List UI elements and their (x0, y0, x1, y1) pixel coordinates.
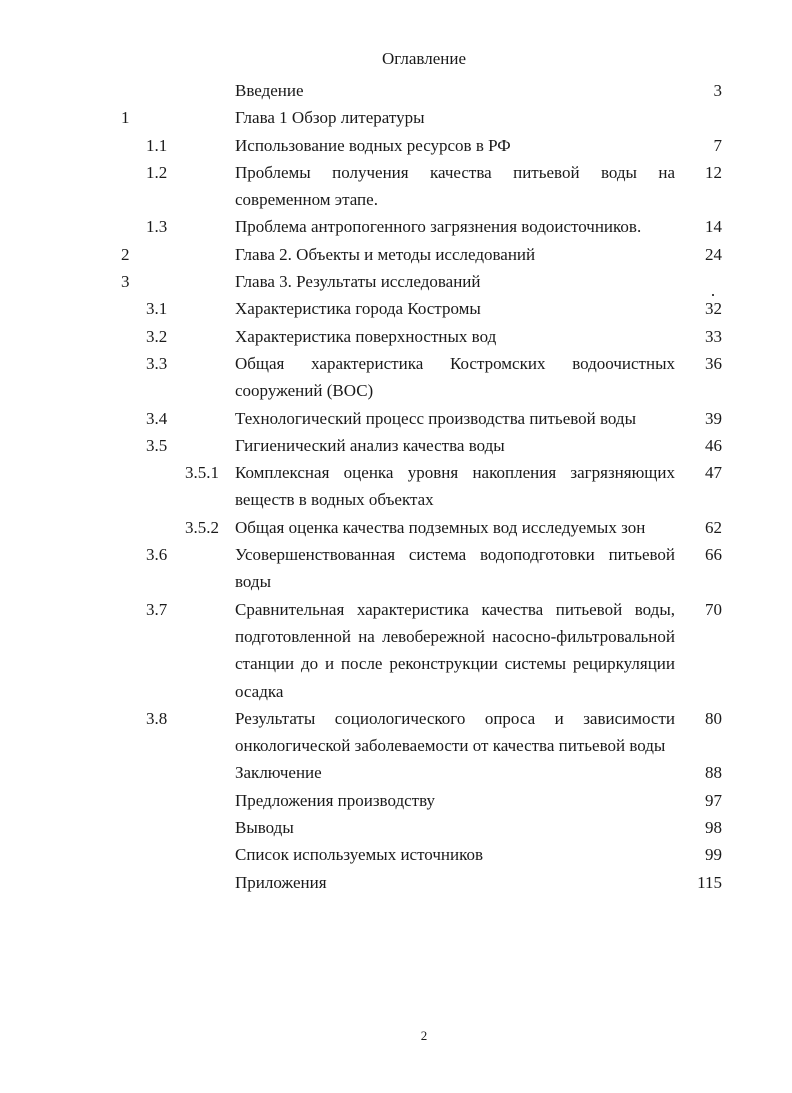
page-title: Оглавление (382, 49, 466, 68)
toc-entry-1-3 (0, 213, 792, 240)
toc-entry-3-3 (0, 350, 792, 405)
page-number: 2 (420, 1028, 428, 1043)
toc-entry-3-1 (0, 295, 792, 322)
toc-entry-intro (0, 77, 792, 104)
toc-entry-page: 33 (705, 326, 722, 346)
toc-entry-title: Глава 1 Обзор литературы (235, 108, 425, 128)
toc-entry-number: 1 (121, 108, 130, 128)
toc-entry-title: Глава 3. Результаты исследований (235, 272, 481, 292)
toc-entry-3-5-2 (0, 514, 792, 541)
toc-entry-3-4 (0, 405, 792, 432)
toc-entry-title: Использование водных ресурсов в РФ (235, 135, 511, 155)
toc-entry-number: 3.8 (146, 708, 168, 728)
toc-entry-page: 36 (705, 353, 722, 373)
toc-entry-page: 88 (705, 763, 722, 783)
toc-entry-page: 115 (697, 872, 722, 892)
toc-entry-chapter-1 (0, 104, 792, 131)
toc-entry-page: 70 (705, 599, 722, 619)
toc-entry-title: Общая оценка качества подземных вод исследуемых зон (235, 517, 646, 537)
toc-entry-page: 98 (705, 818, 722, 838)
toc-entry-title: Проблема антропогенного загрязнения водоисточников. (235, 217, 642, 237)
toc-entry-number: 1.2 (146, 162, 168, 182)
toc-entry-page: 66 (705, 545, 722, 565)
toc-entry-page: 24 (705, 244, 722, 264)
toc-entry-references (0, 841, 792, 868)
toc-entry-title: Технологический процесс производства питьевой воды (235, 408, 636, 428)
toc-entry-title: Характеристика поверхностных вод (235, 326, 497, 346)
toc-entry-number: 3.5.1 (185, 463, 219, 483)
toc-entry-number: 1.1 (146, 135, 168, 155)
toc-entry-title: Результаты социологического опроса и зависимости онкологической заболеваемости от качества питьевой воды (235, 708, 675, 756)
toc-entry-page: 7 (713, 135, 722, 155)
toc-entry-page: 12 (705, 162, 722, 182)
toc-entry-page: 46 (705, 435, 722, 455)
toc-entry-title: Проблемы получения качества питьевой воды на современном этапе. (235, 162, 675, 210)
toc-entry-page: 14 (705, 217, 722, 237)
toc-entry-findings (0, 814, 792, 841)
toc-entry-title: Характеристика города Костромы (235, 299, 481, 319)
toc-entry-title: Выводы (235, 818, 294, 838)
toc-entry-3-5-1 (0, 459, 792, 514)
toc-entry-3-8 (0, 705, 792, 760)
toc-entry-chapter-2 (0, 241, 792, 268)
toc-entry-title: Общая характеристика Костромских водоочистных сооружений (ВОС) (235, 353, 675, 401)
toc-entry-page: 3 (713, 81, 722, 100)
toc-entry-title: Глава 2. Объекты и методы исследований (235, 244, 536, 264)
toc-entry-page: 32 (705, 299, 722, 319)
toc-entry-number: 3.5 (146, 435, 168, 455)
toc-entry-chapter-3 (0, 268, 792, 295)
toc-entry-number: 3 (121, 272, 130, 292)
toc-entry-number: 3.3 (146, 353, 168, 373)
toc-entry-title: Список используемых источников (235, 845, 484, 865)
toc-entry-number: 1.3 (146, 217, 168, 237)
toc-entry-title: Усовершенствованная система водоподготовки питьевой воды (235, 545, 675, 592)
toc-entry-title: Комплексная оценка уровня накопления загрязняющих веществ в водных объектах (235, 463, 675, 510)
toc-entry-title: Сравнительная характеристика качества питьевой воды, подготовленной на левобережной насосно-фильтровальной станции до и после реконструкции системы рециркуляции осадка (235, 599, 675, 701)
toc-entry-page: 47 (705, 463, 722, 483)
toc-entry-page: 80 (705, 708, 722, 728)
toc-entry-page: 62 (705, 517, 722, 537)
toc-entry-3-7 (0, 596, 792, 705)
toc-entry-proposals (0, 787, 792, 814)
toc-entry-title: Введение (235, 81, 304, 100)
table-of-contents (0, 77, 792, 896)
toc-entry-1-1 (0, 132, 792, 159)
toc-entry-3-2 (0, 323, 792, 350)
toc-entry-conclusion (0, 759, 792, 786)
toc-entry-appendices (0, 869, 792, 896)
toc-entry-1-2 (0, 159, 792, 214)
toc-entry-number: 3.1 (146, 299, 168, 319)
toc-entry-title: Заключение (235, 763, 322, 783)
scan-speck (712, 294, 714, 296)
toc-entry-title: Гигиенический анализ качества воды (235, 435, 505, 455)
toc-entry-3-5 (0, 432, 792, 459)
toc-entry-number: 3.7 (146, 599, 168, 619)
toc-entry-title: Предложения производству (235, 790, 436, 810)
toc-entry-number: 3.5.2 (185, 517, 219, 537)
toc-entry-3-6 (0, 541, 792, 596)
toc-entry-page: 39 (705, 408, 722, 428)
toc-entry-number: 3.4 (146, 408, 168, 428)
toc-entry-title: Приложения (235, 872, 327, 892)
toc-entry-number: 2 (121, 244, 130, 264)
toc-entry-page: 99 (705, 845, 722, 865)
toc-entry-page: 97 (705, 790, 722, 810)
toc-entry-number: 3.2 (146, 326, 168, 346)
toc-entry-number: 3.6 (146, 545, 168, 565)
